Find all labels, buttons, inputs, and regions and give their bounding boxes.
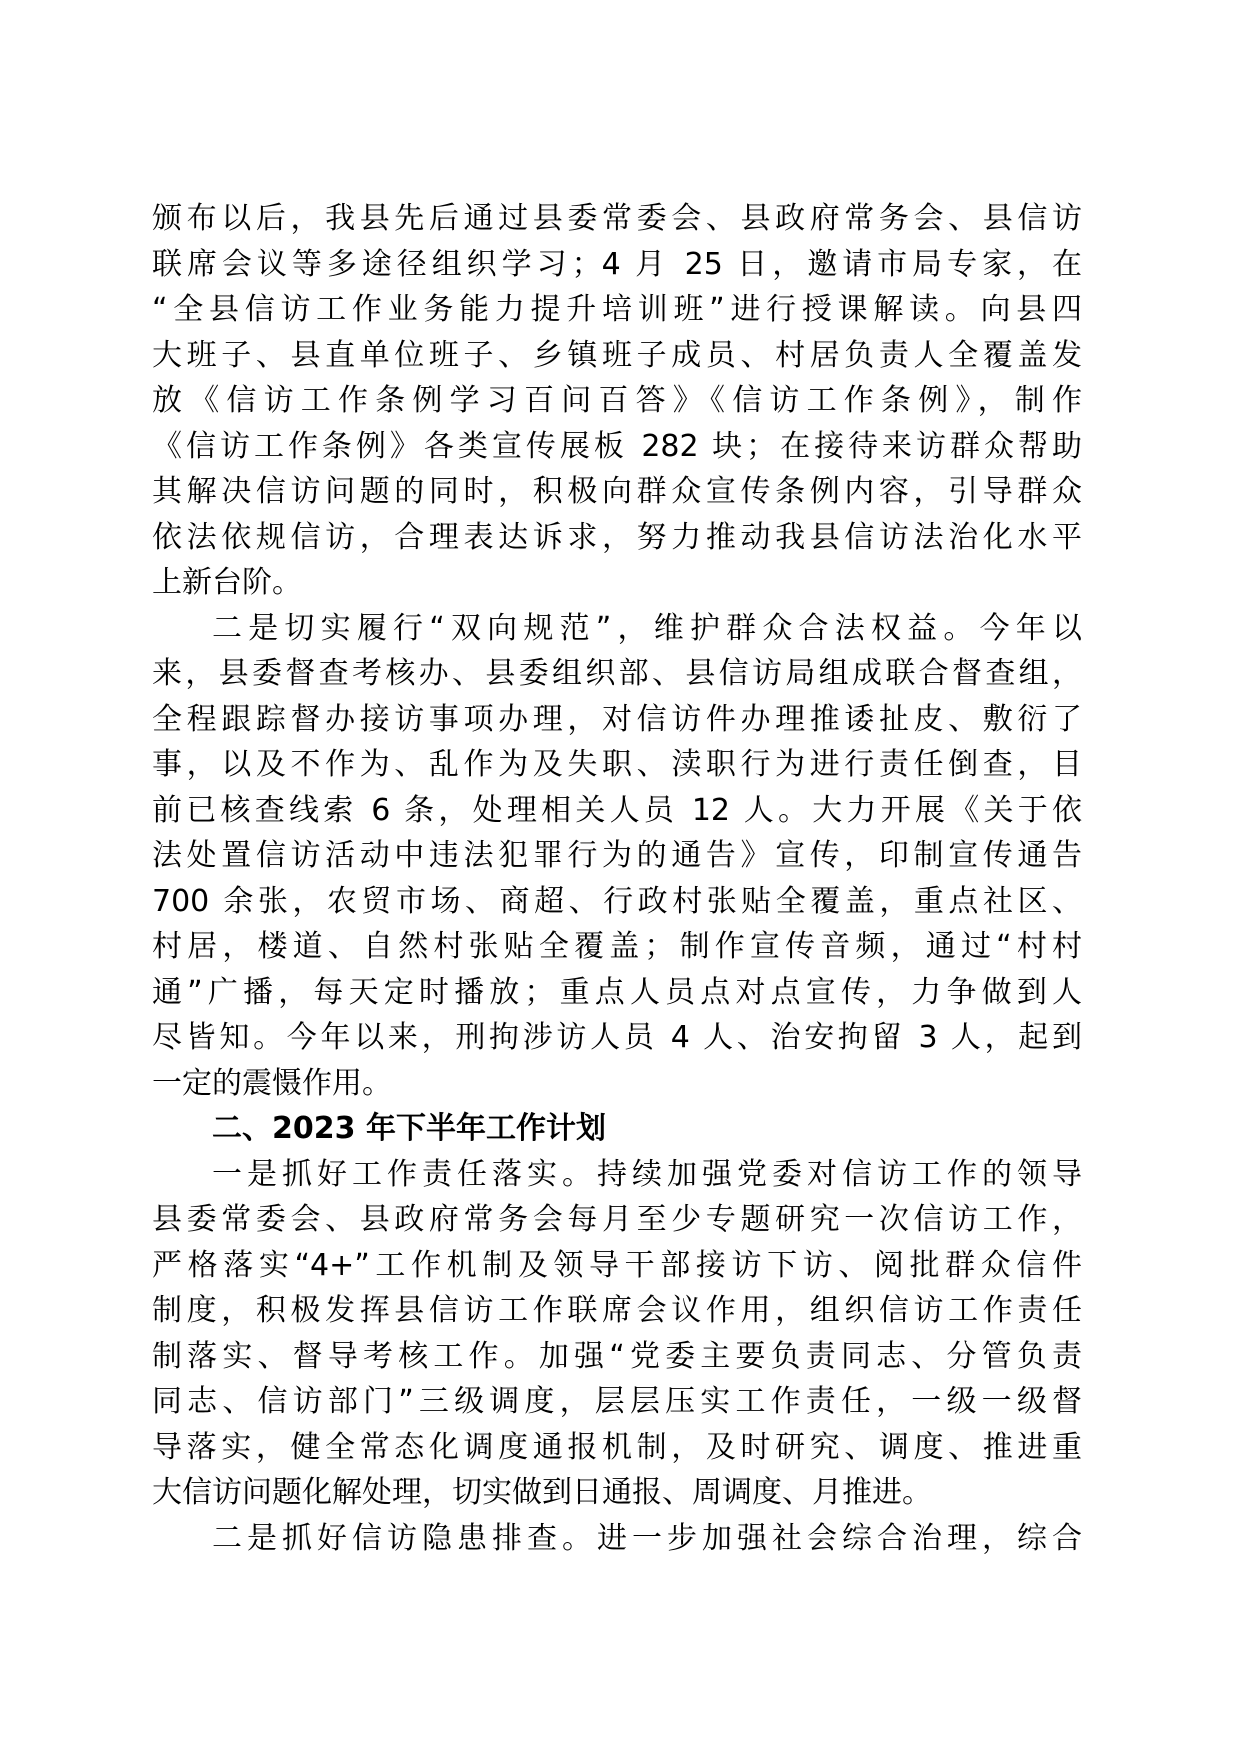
- text-line: 《信访工作条例》各类宣传展板 282 块；在接待来访群众帮助: [152, 428, 1082, 464]
- document-body: [152, 196, 1082, 1561]
- text-line: 700 余张，农贸市场、商超、行政村张贴全覆盖，重点社区、: [152, 883, 1082, 919]
- text-line: 通”广播，每天定时播放；重点人员点对点宣传，力争做到人: [152, 974, 1082, 1010]
- text-line: 尽皆知。今年以来，刑拘涉访人员 4 人、治安拘留 3 人，起到: [152, 1020, 1082, 1055]
- text-line: 导落实，健全常态化调度通报机制，及时研究、调度、推进重: [152, 1429, 1082, 1465]
- text-line: 放《信访工作条例学习百问百答》《信访工作条例》，制作: [152, 383, 1082, 418]
- text-line: 大信访问题化解处理，切实做到日通报、周调度、月推进。: [152, 1475, 932, 1510]
- text-line: 事，以及不作为、乱作为及失职、渎职行为进行责任倒查，目: [152, 747, 1082, 782]
- text-line: 颁布以后，我县先后通过县委常委会、县政府常务会、县信访: [152, 201, 1082, 236]
- text-line: 其解决信访问题的同时，积极向群众宣传条例内容，引导群众: [152, 474, 1082, 509]
- text-line: 联席会议等多途径组织学习；4 月 25 日，邀请市局专家，在: [152, 246, 1082, 282]
- text-line: 大班子、县直单位班子、乡镇班子成员、村居负责人全覆盖发: [152, 337, 1082, 373]
- text-line: 严格落实“4+”工作机制及领导干部接访下访、阅批群众信件: [152, 1247, 1082, 1283]
- text-line: 上新台阶。: [152, 565, 302, 600]
- paragraph-start: 二是抓好信访隐患排查。进一步加强社会综合治理，综合: [212, 1520, 1082, 1556]
- text-line: 一定的震慑作用。: [152, 1065, 392, 1101]
- paragraph-start: 二是切实履行“双向规范”，维护群众合法权益。今年以: [212, 610, 1082, 646]
- text-line: 前已核查线索 6 条，处理相关人员 12 人。大力开展《关于依: [152, 792, 1082, 828]
- text-line: 依法依规信访，合理表达诉求，努力推动我县信访法治化水平: [152, 519, 1082, 555]
- text-line: 来，县委督查考核办、县委组织部、县信访局组成联合督查组，: [152, 656, 1082, 691]
- text-line: 全程跟踪督办接访事项办理，对信访件办理推诿扯皮、敷衍了: [152, 701, 1082, 737]
- text-line: 村居，楼道、自然村张贴全覆盖；制作宣传音频，通过“村村: [152, 929, 1082, 964]
- section-heading: 二、2023 年下半年工作计划: [212, 1111, 606, 1146]
- text-line: 制落实、督导考核工作。加强“党委主要负责同志、分管负责: [152, 1338, 1082, 1374]
- text-line: “全县信访工作业务能力提升培训班”进行授课解读。向县四: [152, 292, 1082, 327]
- text-line: 制度，积极发挥县信访工作联席会议作用，组织信访工作责任: [152, 1293, 1082, 1328]
- text-line: 法处置信访活动中违法犯罪行为的通告》宣传，印制宣传通告: [152, 838, 1082, 873]
- paragraph-start: 一是抓好工作责任落实。持续加强党委对信访工作的领导: [212, 1156, 1082, 1192]
- text-line: 同志、信访部门”三级调度，层层压实工作责任，一级一级督: [152, 1384, 1082, 1419]
- text-line: 县委常委会、县政府常务会每月至少专题研究一次信访工作，: [152, 1202, 1082, 1237]
